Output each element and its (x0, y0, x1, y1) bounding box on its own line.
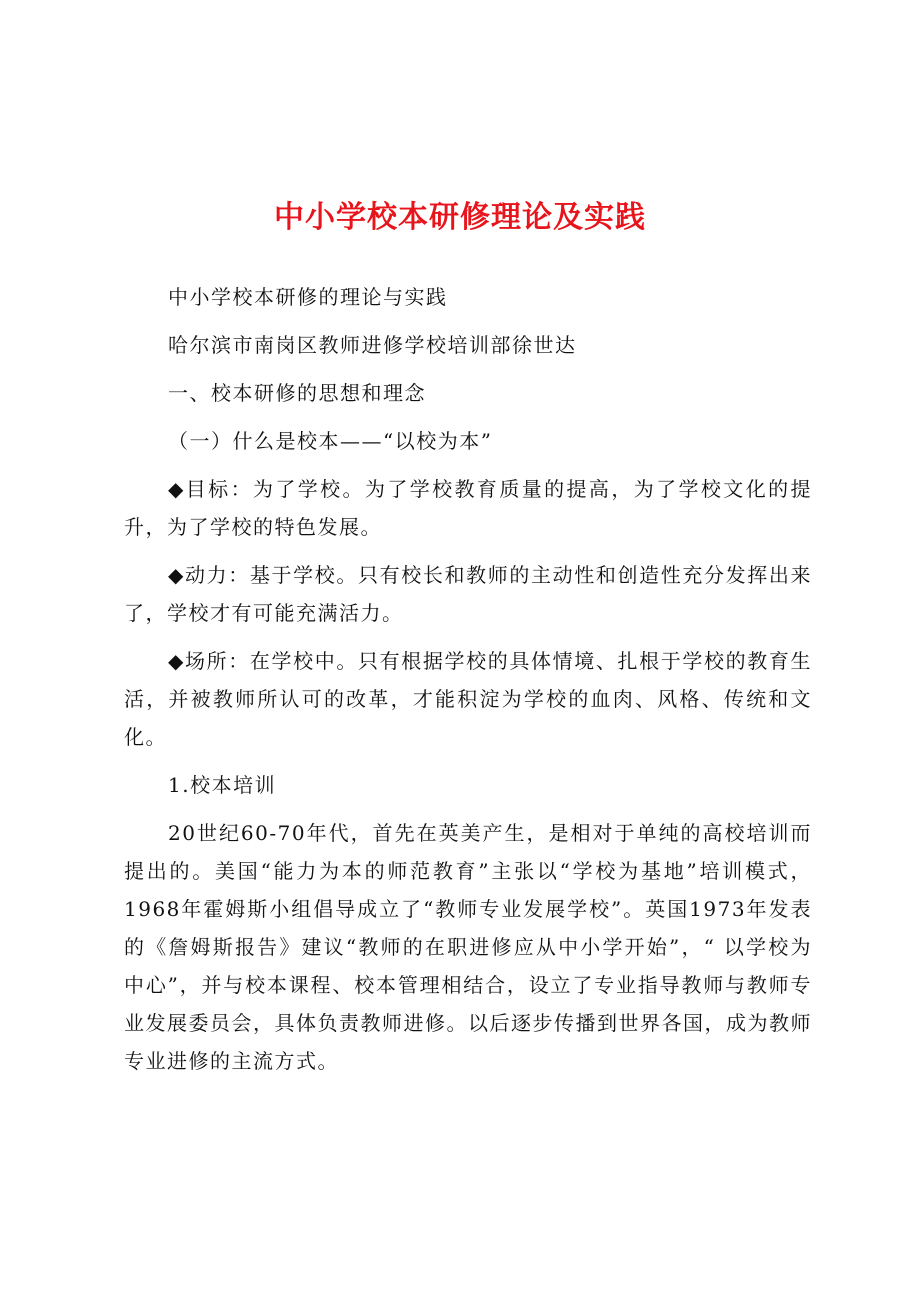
subsection-heading-1: （一）什么是校本——“以校为本” (168, 429, 493, 453)
document-body (124, 278, 812, 1090)
section-heading-1: 一、校本研修的思想和理念 (168, 381, 426, 405)
paragraph-goal: ◆目标：为了学校。为了学校教育质量的提高，为了学校文化的提升，为了学校的特色发展。 (124, 477, 812, 539)
paragraph-location: ◆场所：在学校中。只有根据学校的具体情境、扎根于学校的教育生活，并被教师所认可的改革，才能积淀为学校的血肉、风格、传统和文化。 (124, 649, 812, 749)
paragraph-history: 20世纪60-70年代，首先在英美产生，是相对于单纯的高校培训而提出的。美国“能力为本的师范教育”主张以“学校为基地”培训模式，1968年霍姆斯小组倡导成立了“教师专业发展学校”。英国1973年发表的《詹姆斯报告》建议“教师的在职进修应从中小学开始”，“ 以学校为中心”，并与校本课程、校本管理相结合，设立了专业指导教师与教师专业发展委员会，具体负责教师进修。以后逐步传播到世界各国，成为教师专业进修的主流方式。 (124, 821, 812, 1073)
document-title: 中小学校本研修理论及实践 (274, 200, 646, 235)
subsection-heading-school-based-training: 1.校本培训 (168, 773, 277, 797)
paragraph-subtitle: 中小学校本研修的理论与实践 (168, 285, 448, 309)
paragraph-author: 哈尔滨市南岗区教师进修学校培训部徐世达 (168, 333, 577, 357)
paragraph-motivation: ◆动力：基于学校。只有校长和教师的主动性和创造性充分发挥出来了，学校才有可能充满活力。 (124, 563, 812, 625)
